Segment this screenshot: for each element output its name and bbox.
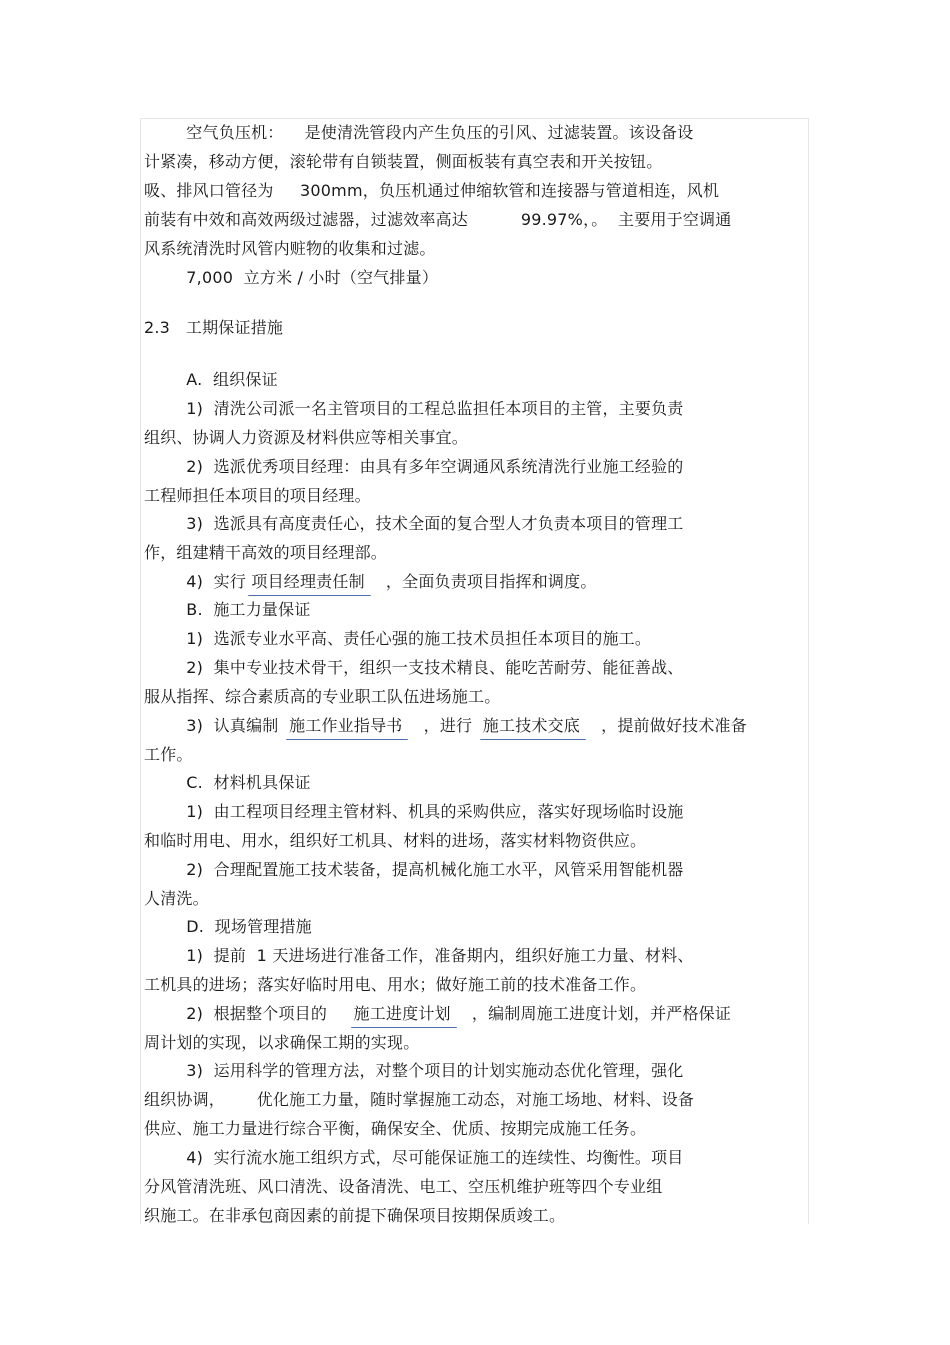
text-segment: ，进行 [402,716,483,735]
text-line: 组织、协调人力资源及材料供应等相关事宜。 [144,428,469,447]
subsection-heading: A. 组织保证 [144,370,278,389]
text-line: 工程师担任本项目的项目经理。 [144,486,371,505]
subsection-heading: C. 材料机具保证 [144,773,311,792]
text-segment: ，全面负责项目指挥和调度。 [364,572,597,591]
text-line: 3) 选派具有高度责任心，技术全面的复合型人才负责本项目的管理工 [144,514,684,533]
text-line: 2) 合理配置施工技术装备，提高机械化施工水平，风管采用智能机器 [144,860,684,879]
text-line: 前装有中效和高效两级过滤器，过滤效率高达 99.97%，。 主要用于空调通 [144,210,732,229]
text-line [144,715,747,737]
text-line: 风系统清洗时风管内赃物的收集和过滤。 [144,239,436,258]
text-segment: 4) 实行 [144,572,252,591]
text-line: 和临时用电、用水，组织好工机具、材料的进场，落实材料物资供应。 [144,831,647,850]
text-line: 计紧凑，移动方便，滚轮带有自锁装置，侧面板装有真空表和开关按钮。 [144,152,663,171]
underlined-term: 项目经理责任制 [251,572,365,591]
text-line: 4) 实行流水施工组织方式，尽可能保证施工的连续性、均衡性。项目 [144,1148,684,1167]
text-segment: 3) 认真编制 [144,716,290,735]
text-line: 1) 由工程项目经理主管材料、机具的采购供应，落实好现场临时设施 [144,802,684,821]
text-segment: 2) 根据整个项目的 [144,1004,354,1023]
subsection-heading: D. 现场管理措施 [144,917,312,936]
text-line: 工机具的进场；落实好临时用电、用水；做好施工前的技术准备工作。 [144,975,647,994]
underlined-term: 施工进度计划 [353,1004,451,1023]
text-line: 空气负压机： 是使清洗管段内产生负压的引风、过滤装置。该设备设 [144,123,694,142]
text-segment: ，编制周施工进度计划，并严格保证 [450,1004,732,1023]
text-line: 2) 选派优秀项目经理：由具有多年空调通风系统清洗行业施工经验的 [144,457,684,476]
section-heading: 2.3 工期保证措施 [144,318,284,337]
text-line: 人清洗。 [144,889,209,908]
text-line: 作，组建精干高效的项目经理部。 [144,543,388,562]
text-line: 1) 清洗公司派一名主管项目的工程总监担任本项目的主管，主要负责 [144,399,684,418]
underlined-term: 施工技术交底 [482,716,580,735]
underlined-term: 施工作业指导书 [289,716,403,735]
text-line [144,571,597,593]
subsection-heading: B. 施工力量保证 [144,600,311,619]
text-line: 供应、施工力量进行综合平衡，确保安全、优质、按期完成施工任务。 [144,1119,647,1138]
text-line: 组织协调， 优化施工力量，随时掌握施工动态，对施工场地、材料、设备 [144,1090,695,1109]
text-line: 3) 运用科学的管理方法，对整个项目的计划实施动态优化管理，强化 [144,1061,684,1080]
text-line: 1) 提前 1 天进场进行准备工作，准备期内，组织好施工力量、材料、 [144,946,694,965]
text-line [144,1003,731,1025]
text-segment: ，提前做好技术准备 [580,716,747,735]
text-line: 工作。 [144,745,193,764]
text-line: 2) 集中专业技术骨干，组织一支技术精良、能吃苦耐劳、能征善战、 [144,658,684,677]
text-line: 服从指挥、综合素质高的专业职工队伍进场施工。 [144,687,501,706]
text-line: 分风管清洗班、风口清洗、设备清洗、电工、空压机维护班等四个专业组 [144,1177,663,1196]
text-line: 周计划的实现，以求确保工期的实现。 [144,1033,420,1052]
text-line: 织施工。在非承包商因素的前提下确保项目按期保质竣工。 [144,1206,566,1225]
text-line: 1) 选派专业水平高、责任心强的施工技术员担任本项目的施工。 [144,629,652,648]
text-line: 7,000 立方米 / 小时（空气排量） [144,268,439,287]
text-line: 吸、排风口管径为 300mm，负压机通过伸缩软管和连接器与管道相连，风机 [144,181,720,200]
